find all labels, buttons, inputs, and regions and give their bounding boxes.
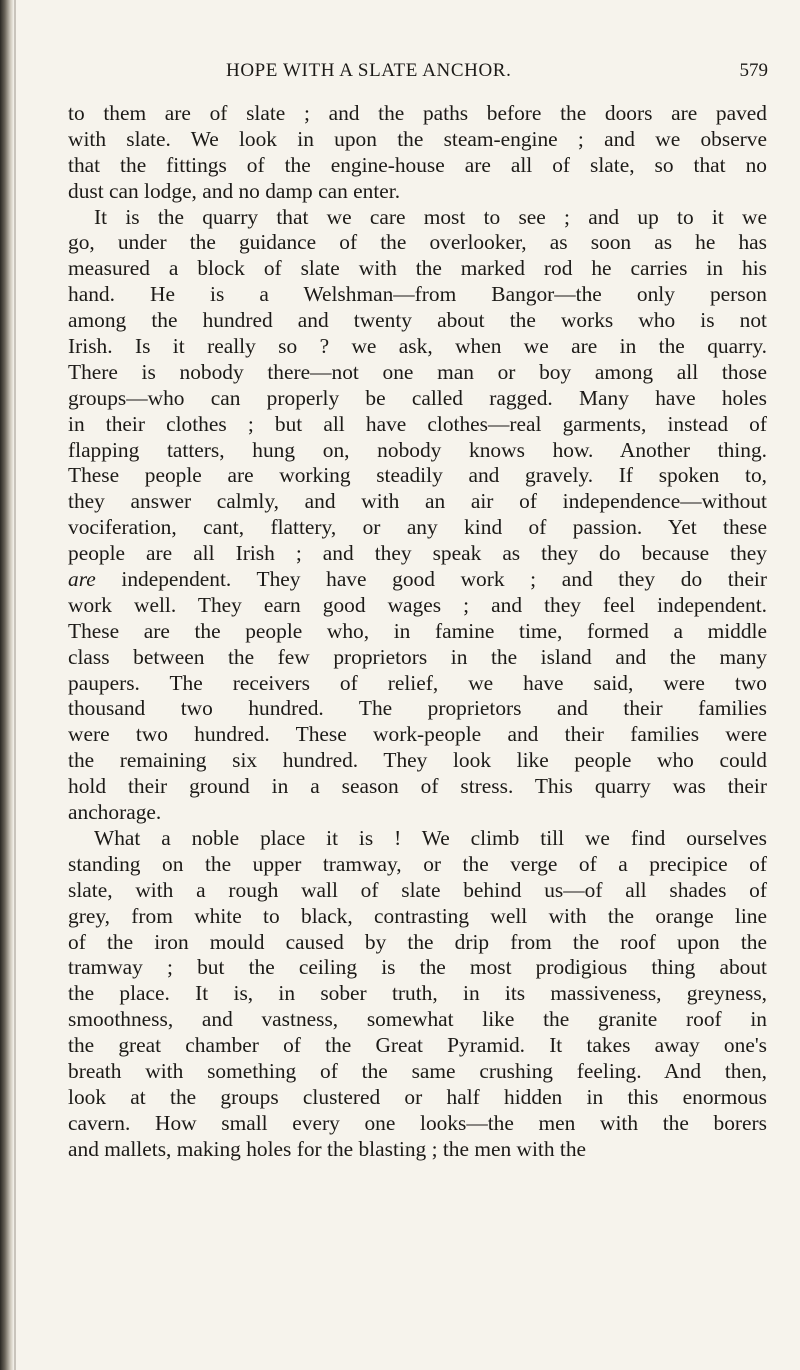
- text-segment: These are the people who, in famine time, formed a middle: [68, 618, 767, 643]
- text-line: [68, 981, 767, 1007]
- text-line: [68, 645, 767, 671]
- text-segment: What a noble place it is ! We climb till we find ourselves: [94, 825, 767, 850]
- text-segment: look at the groups clustered or half hidden in this enormous: [68, 1084, 767, 1109]
- text-line: [68, 593, 767, 619]
- page-binding-shadow: [0, 0, 14, 1370]
- text-line: [68, 541, 767, 567]
- text-segment: flapping tatters, hung on, nobody knows how. Another thing.: [68, 437, 767, 462]
- text-line: [68, 955, 767, 981]
- text-line: [68, 748, 767, 774]
- text-line: [68, 127, 767, 153]
- text-line: [68, 696, 767, 722]
- text-segment: they answer calmly, and with an air of independence—without: [68, 489, 767, 514]
- text-line: [68, 1137, 767, 1163]
- text-line: [68, 101, 767, 127]
- text-line: [68, 852, 767, 878]
- text-line: [68, 1033, 767, 1059]
- text-segment: smoothness, and vastness, somewhat like the granite roof in: [68, 1007, 767, 1032]
- text-segment: and mallets, making holes for the blasting ; the men with the: [68, 1136, 587, 1161]
- text-segment: vociferation, cant, flattery, or any kind of passion. Yet these: [68, 515, 767, 540]
- text-segment: standing on the upper tramway, or the verge of a precipice of: [68, 851, 767, 876]
- text-line: [68, 489, 767, 515]
- text-segment: paupers. The receivers of relief, we have said, were two: [68, 670, 767, 695]
- text-line: [68, 179, 767, 205]
- running-title: HOPE WITH A SLATE ANCHOR.: [226, 60, 512, 81]
- text-segment: to them are of slate ; and the paths before the doors are paved: [68, 101, 767, 125]
- text-segment: dust can lodge, and no damp can enter.: [68, 178, 401, 203]
- text-line: [68, 334, 767, 360]
- text-segment: groups—who can properly be called ragged. Many have holes: [68, 385, 767, 410]
- text-line: [68, 1085, 767, 1111]
- text-segment: Irish. Is it really so ? we ask, when we are in the quarry.: [68, 334, 767, 359]
- text-segment: breath with something of the same crushing feeling. And then,: [68, 1058, 767, 1083]
- text-line: [68, 153, 767, 179]
- text-line: [68, 230, 767, 256]
- text-segment: with slate. We look in upon the steam-engine ; and we observe: [68, 126, 767, 151]
- text-line: [68, 722, 767, 748]
- text-segment: independent. They have good work ; and they do their: [95, 567, 767, 592]
- text-line: [68, 1059, 767, 1085]
- text-line: [68, 619, 767, 645]
- text-line: [68, 463, 767, 489]
- text-line: [68, 438, 767, 464]
- text-segment: the remaining six hundred. They look like people who could: [68, 748, 767, 773]
- text-segment: were two hundred. These work-people and their families were: [68, 722, 767, 747]
- text-segment: There is nobody there—not one man or boy among all those: [68, 359, 767, 384]
- text-line: [68, 800, 767, 826]
- text-line: [68, 904, 767, 930]
- text-line: [68, 567, 767, 593]
- text-segment: people are all Irish ; and they speak as they do because they: [68, 541, 767, 566]
- page-number: 579: [739, 60, 768, 81]
- text-segment: in their clothes ; but all have clothes—real garments, instead of: [68, 411, 767, 436]
- text-segment: thousand two hundred. The proprietors and their families: [68, 696, 767, 721]
- text-line: [68, 256, 767, 282]
- text-segment: of the iron mould caused by the drip from the roof upon the: [68, 929, 767, 954]
- text-line: [68, 930, 767, 956]
- text-segment: go, under the guidance of the overlooker, as soon as he has: [68, 230, 767, 255]
- text-segment: tramway ; but the ceiling is the most prodigious thing about: [68, 955, 767, 980]
- text-line: [68, 360, 767, 386]
- page-binding-edge: [14, 0, 16, 1370]
- text-segment: among the hundred and twenty about the works who is not: [68, 308, 767, 333]
- text-segment: class between the few proprietors in the island and the many: [68, 644, 767, 669]
- text-line: [68, 1007, 767, 1033]
- text-line: [68, 515, 767, 541]
- text-segment: hand. He is a Welshman—from Bangor—the only person: [68, 282, 767, 307]
- text-line: [68, 774, 767, 800]
- text-line: [68, 878, 767, 904]
- text-segment: the place. It is, in sober truth, in its massiveness, greyness,: [68, 981, 767, 1006]
- page-body-text: [68, 101, 767, 1163]
- text-segment: measured a block of slate with the marked rod he carries in his: [68, 256, 767, 281]
- text-segment: that the fittings of the engine-house are all of slate, so that no: [68, 152, 767, 177]
- text-segment: It is the quarry that we care most to see ; and up to it we: [94, 204, 767, 229]
- text-line: [68, 671, 767, 697]
- text-line: [68, 308, 767, 334]
- running-header: [68, 60, 768, 90]
- text-segment: slate, with a rough wall of slate behind us—of all shades of: [68, 877, 767, 902]
- text-line: [68, 826, 767, 852]
- text-segment: work well. They earn good wages ; and they feel independent.: [68, 592, 767, 617]
- emphasized-word: are: [68, 567, 96, 592]
- text-segment: cavern. How small every one looks—the men with the borers: [68, 1110, 767, 1135]
- text-segment: hold their ground in a season of stress. This quarry was their: [68, 774, 767, 799]
- text-segment: the great chamber of the Great Pyramid. It takes away one's: [68, 1033, 767, 1058]
- text-line: [68, 1111, 767, 1137]
- text-line: [68, 386, 767, 412]
- text-segment: anchorage.: [68, 800, 162, 825]
- text-segment: These people are working steadily and gravely. If spoken to,: [68, 463, 767, 488]
- text-line: [68, 282, 767, 308]
- text-segment: grey, from white to black, contrasting well with the orange line: [68, 903, 767, 928]
- text-line: [68, 412, 767, 438]
- text-line: [68, 205, 767, 231]
